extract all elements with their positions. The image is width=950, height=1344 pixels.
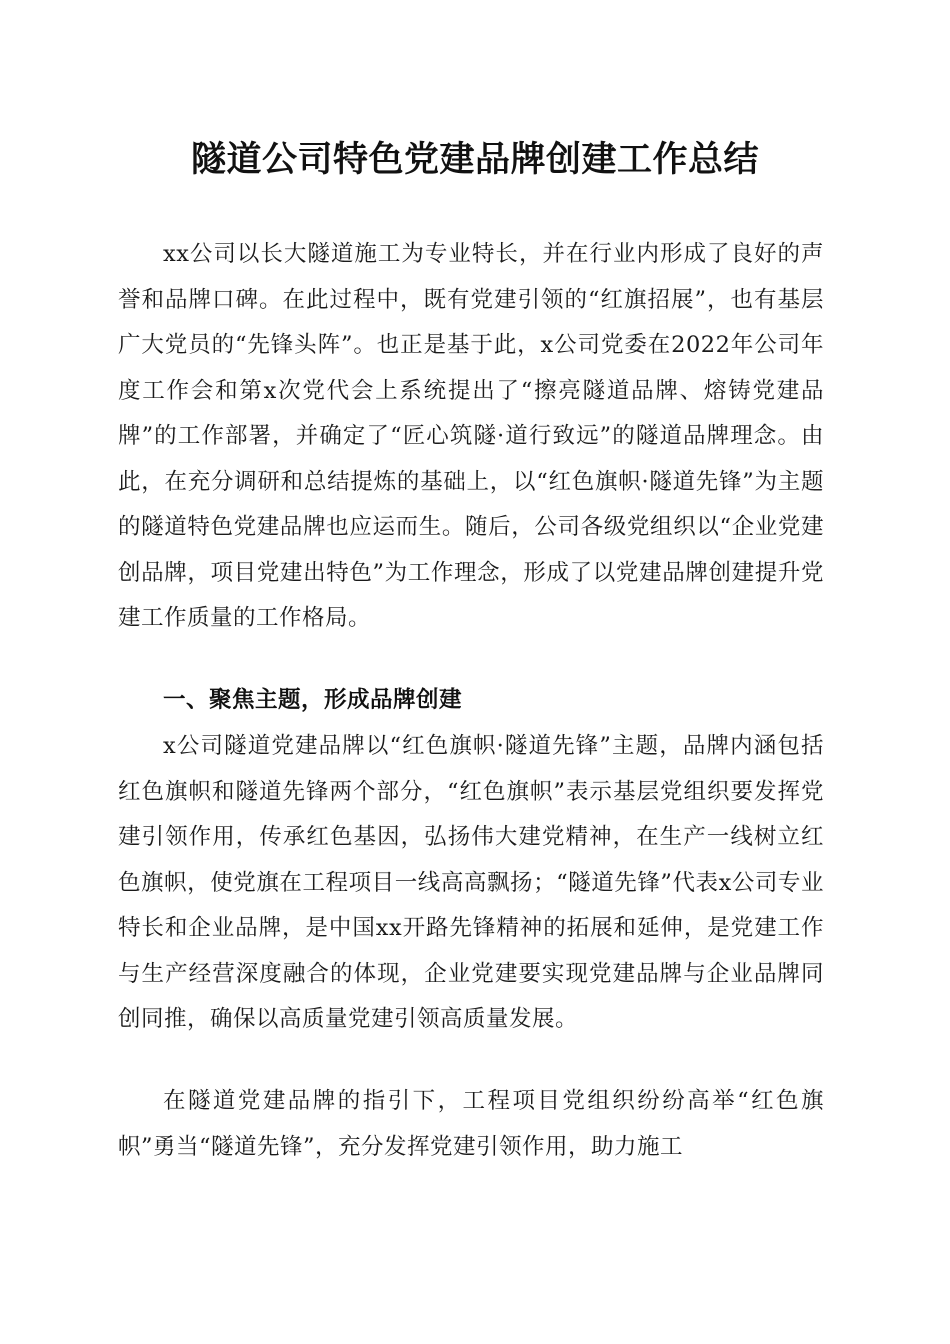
intro-paragraph: xx公司以长大隧道施工为专业特长，并在行业内形成了良好的声誉和品牌口碑。在此过程中，既有党建引领的“红旗招展”，也有基层广大党员的“先锋头阵”。也正是基于此，x公司党委在2022年公司年度工作会和第x次党代会上系统提出了“擦亮隧道品牌、熔铸党建品牌”的工作部署，并确定了“匠心筑隧·道行致远”的隧道品牌理念。由此，在充分调研和总结提炼的基础上，以“红色旗帜·隧道先锋”为主题的隧道特色党建品牌也应运而生。随后，公司各级党组织以“企业党建创品牌，项目党建出特色”为工作理念，形成了以党建品牌创建提升党建工作质量的工作格局。 (118, 241, 824, 631)
section-heading: 一、聚焦主题，形成品牌创建 (163, 687, 463, 713)
section-paragraph: x公司隧道党建品牌以“红色旗帜·隧道先锋”主题，品牌内涵包括红色旗帜和隧道先锋两个部分，“红色旗帜”表示基层党组织要发挥党建引领作用，传承红色基因，弘扬伟大建党精神，在生产一线树立红色旗帜，使党旗在工程项目一线高高飘扬；“隧道先锋”代表x公司专业特长和企业品牌，是中国xx开路先锋精神的拓展和延伸，是党建工作与生产经营深度融合的体现，企业党建要实现党建品牌与企业品牌同创同推，确保以高质量党建引领高质量发展。 (118, 733, 824, 1032)
document-title: 隧道公司特色党建品牌创建工作总结 (190, 140, 759, 180)
section-paragraph: 在隧道党建品牌的指引下，工程项目党组织纷纷高举“红色旗帜”勇当“隧道先锋”，充分发挥党建引领作用，助力施工 (118, 1088, 824, 1160)
